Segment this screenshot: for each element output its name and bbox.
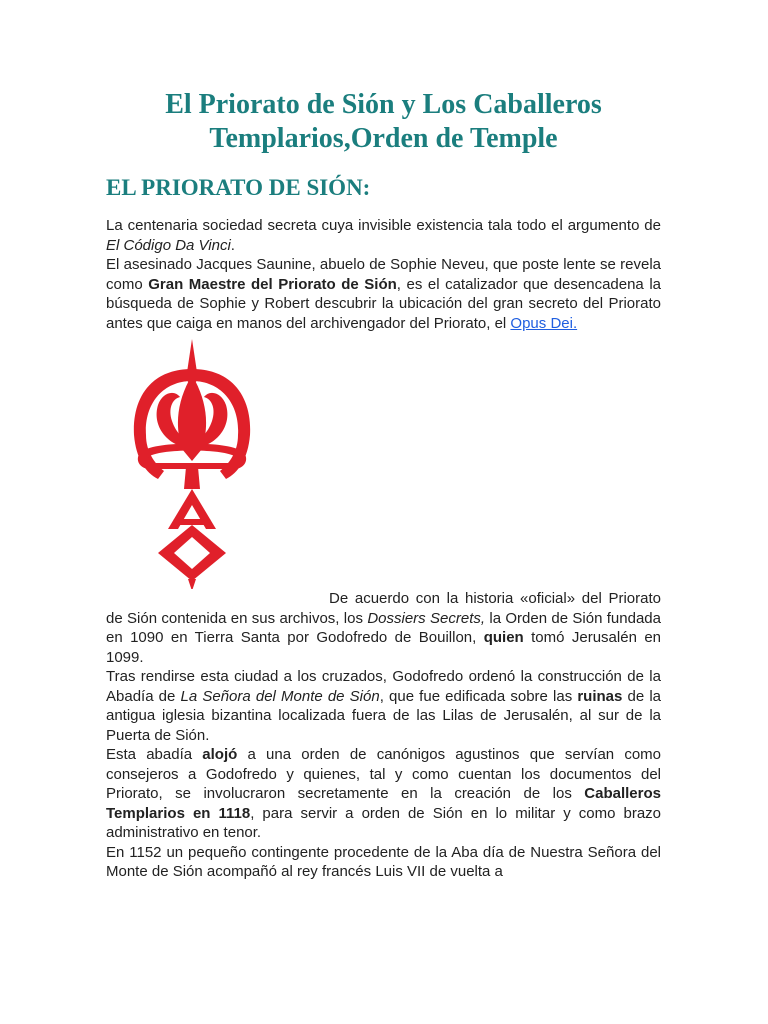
italic-dossiers: Dossiers Secrets, [367,609,486,627]
italic-book-title: El Código Da Vinci [106,236,231,254]
section-heading: EL PRIORATO DE SIÓN: [106,175,371,200]
paragraph-text: En 1152 un pequeño contingente procedente de la Aba día de Nuestra Señora del Monte de Sión acompañó al rey francés Luis VII de vuelta a [106,843,661,880]
paragraph-templars [106,745,661,843]
paragraph-text: Esta abadía [106,746,203,763]
paragraph-abbey [106,667,661,745]
paragraph-text: De acuerdo con la historia «oficial» del Priorato de Sión contenida en sus archivos, los [106,590,661,627]
bold-grand-master: Gran Maestre del Priorato de Sión [148,275,397,293]
bold-quien: quien [483,629,524,646]
opus-dei-link[interactable]: Opus Dei. [510,314,578,332]
paragraph-intro [106,216,661,255]
bold-templarios: Caballeros Templarios en 1118 [106,785,661,822]
document-page [106,88,661,882]
bold-ruinas: ruinas [577,687,623,705]
paragraph-text: El asesinado Jacques Saunine, abuelo de Sophie Neveu, que poste lente se revela como [106,256,661,293]
paragraph-text: , que fue edificada sobre las [379,687,578,705]
bold-alojo: alojó [202,746,238,763]
paragraph-history [106,589,661,667]
priory-of-sion-emblem-icon [122,339,262,589]
paragraph-text: , para servir a orden de Sión en lo militar y como brazo administrativo en tenor. [106,804,662,841]
paragraph-text: la Orden de Sión fundada en 1090 en Tierra Santa por Godofredo de Bouillon, [106,609,661,646]
paragraph-1152 [106,843,661,882]
paragraph-text: , es el catalizador que desencadena la búsqueda de Sophie y Robert descubrir la ubicación del gran secreto del Priorato antes que caiga en manos del archivengador del Priorato, el [106,275,661,332]
paragraph-text: . [230,236,235,254]
emblem-figure [106,339,661,589]
paragraph-text: La centenaria sociedad secreta cuya invisible existencia tala todo el argumento de [106,217,661,234]
paragraph-saunine [106,255,661,333]
paragraph-text: a una orden de canónigos agustinos que servían como consejeros a Godofredo y quienes, tal y como cuentan los documentos del Priorato, se involucraron secretamente en la creación de los [106,746,661,802]
page-title: El Priorato de Sión y Los Caballeros Templarios,Orden de Temple [165,89,602,154]
paragraph-text: Tras rendirse esta ciudad a los cruzados, Godofredo ordenó la construcción de la Abadía de [106,668,661,705]
italic-abbey-name: La Señora del Monte de Sión [180,687,380,705]
paragraph-text: de la antigua iglesia bizantina localizada fuera de las Lilas de Jerusalén, al sur de la Puerta de Sión. [106,687,662,744]
paragraph-text: tomó Jerusalén en 1099. [106,629,662,666]
